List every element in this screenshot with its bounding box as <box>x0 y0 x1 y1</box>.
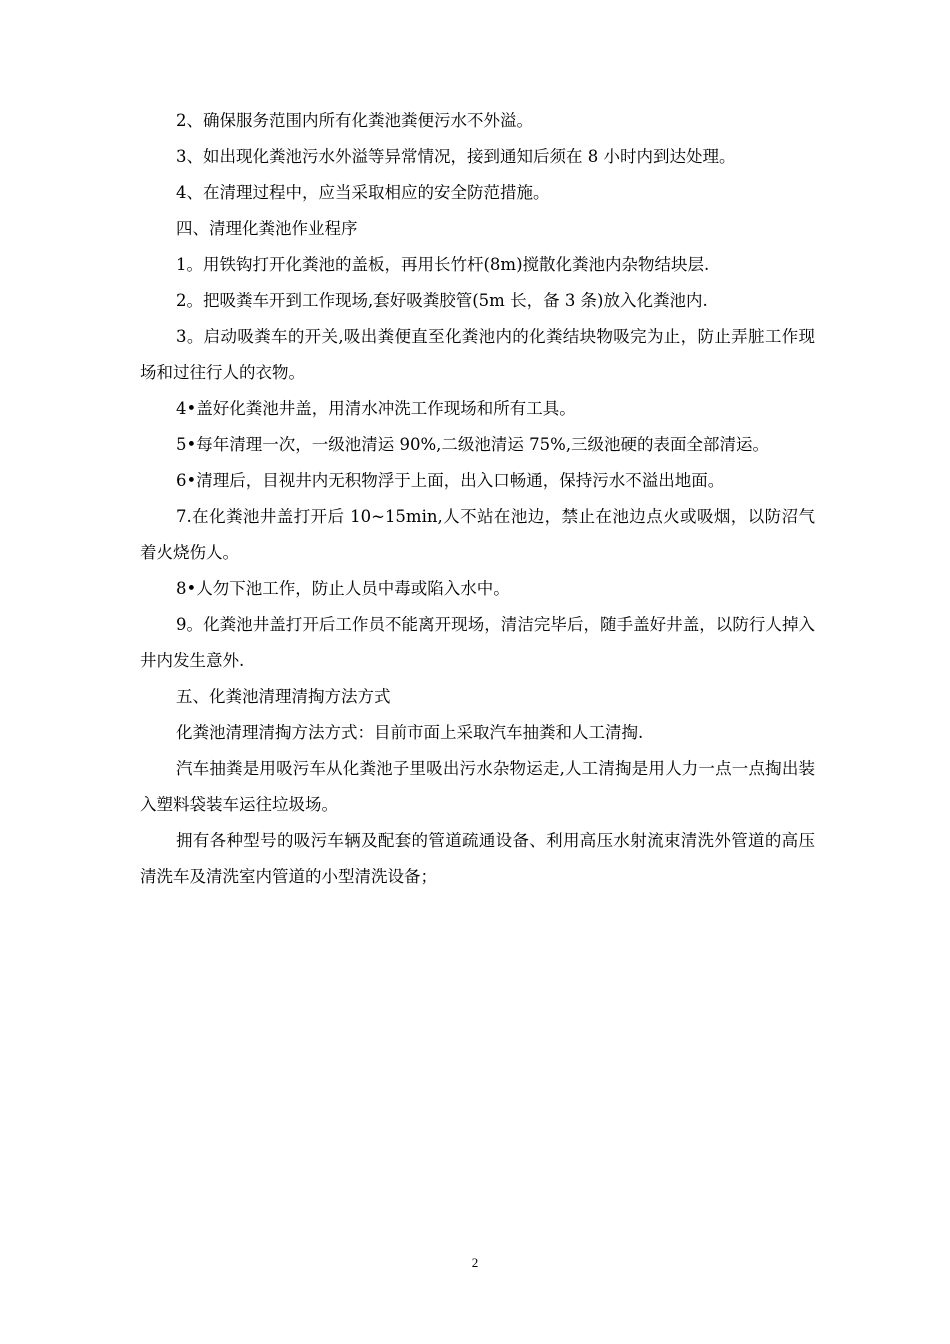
paragraph-truck-pumping: 汽车抽粪是用吸污车从化粪池子里吸出污水杂物运走,人工清掏是用人力一点一点掏出装入塑料袋装车运往垃圾场。 <box>140 759 815 814</box>
section-heading-5: 五、化粪池清理清掏方法方式 <box>176 687 391 706</box>
paragraph-step-4: 4•盖好化粪池井盖，用清水冲洗工作现场和所有工具。 <box>176 399 576 418</box>
paragraph-3: 4、在清理过程中，应当采取相应的安全防范措施。 <box>176 183 550 202</box>
section-heading-4: 四、清理化粪池作业程序 <box>176 219 358 238</box>
paragraph-2: 3、如出现化粪池污水外溢等异常情况，接到通知后须在 8 小时内到达处理。 <box>176 147 736 166</box>
paragraph-1: 2、确保服务范围内所有化粪池粪便污水不外溢。 <box>176 111 533 130</box>
paragraph-step-5: 5•每年清理一次，一级池清运 90%,二级池清运 75%,三级池硬的表面全部清运。 <box>176 435 770 454</box>
paragraph-step-1: 1。用铁钩打开化粪池的盖板，再用长竹杆(8m)搅散化粪池内杂物结块层. <box>176 255 710 274</box>
paragraph-methods: 化粪池清理清掏方法方式：目前市面上采取汽车抽粪和人工清掏. <box>176 723 644 742</box>
paragraph-step-8: 8•人勿下池工作，防止人员中毒或陷入水中。 <box>176 579 510 598</box>
paragraph-step-6: 6•清理后，目视井内无积物浮于上面，出入口畅通，保持污水不溢出地面。 <box>176 471 725 490</box>
paragraph-step-7: 7.在化粪池井盖打开后 10~15min,人不站在池边，禁止在池边点火或吸烟，以防沼气着火烧伤人。 <box>140 507 815 562</box>
page-number: 2 <box>471 1255 479 1270</box>
document-body <box>140 103 815 895</box>
paragraph-equipment: 拥有各种型号的吸污车辆及配套的管道疏通设备、利用高压水射流束清洗外管道的高压清洗车及清洗室内管道的小型清洗设备； <box>140 831 815 886</box>
paragraph-step-3: 3。启动吸粪车的开关,吸出粪便直至化粪池内的化粪结块物吸完为止，防止弄脏工作现场和过往行人的衣物。 <box>140 327 815 382</box>
paragraph-step-9: 9。化粪池井盖打开后工作员不能离开现场，清洁完毕后，随手盖好井盖，以防行人掉入井内发生意外. <box>140 615 815 670</box>
paragraph-step-2: 2。把吸粪车开到工作现场,套好吸粪胶管(5m 长，备 3 条)放入化粪池内. <box>176 291 708 310</box>
